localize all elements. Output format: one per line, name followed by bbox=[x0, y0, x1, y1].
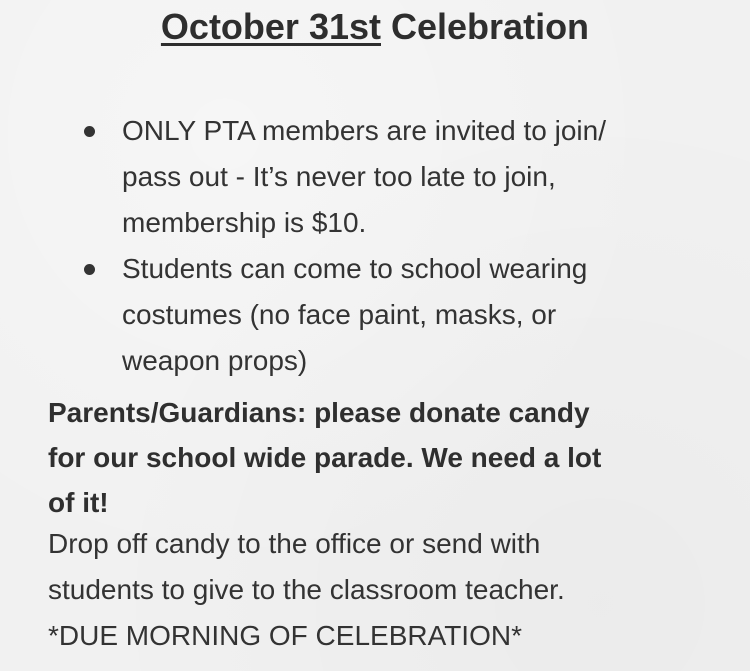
appeal-line: Parents/Guardians: please donate candy bbox=[48, 397, 590, 428]
appeal-line: of it! bbox=[48, 487, 109, 518]
bullet-line: weapon props) bbox=[122, 345, 308, 376]
candy-appeal bbox=[48, 390, 728, 525]
bullet-item-costumes bbox=[80, 246, 720, 384]
dropoff-instructions bbox=[48, 521, 738, 659]
appeal-line: for our school wide parade. We need a lot bbox=[48, 442, 602, 473]
title-rest: Celebration bbox=[391, 6, 590, 47]
bullet-list bbox=[80, 108, 720, 384]
flyer-title bbox=[0, 6, 750, 48]
bullet-line: Students can come to school wearing bbox=[122, 253, 588, 284]
bullet-line: costumes (no face paint, masks, or bbox=[122, 299, 557, 330]
bullet-item-membership bbox=[80, 108, 720, 246]
bullet-line: membership is $10. bbox=[122, 207, 367, 238]
due-notice: *DUE MORNING OF CELEBRATION* bbox=[48, 620, 522, 651]
bullet-dot-icon bbox=[84, 264, 95, 275]
title-date: October 31st bbox=[160, 6, 381, 47]
bullet-line: pass out - It’s never too late to join, bbox=[122, 161, 556, 192]
bullet-dot-icon bbox=[84, 126, 95, 137]
dropoff-line: Drop off candy to the office or send with bbox=[48, 528, 541, 559]
dropoff-line: students to give to the classroom teacher. bbox=[48, 574, 565, 605]
bullet-line: ONLY PTA members are invited to join/ bbox=[122, 115, 606, 146]
